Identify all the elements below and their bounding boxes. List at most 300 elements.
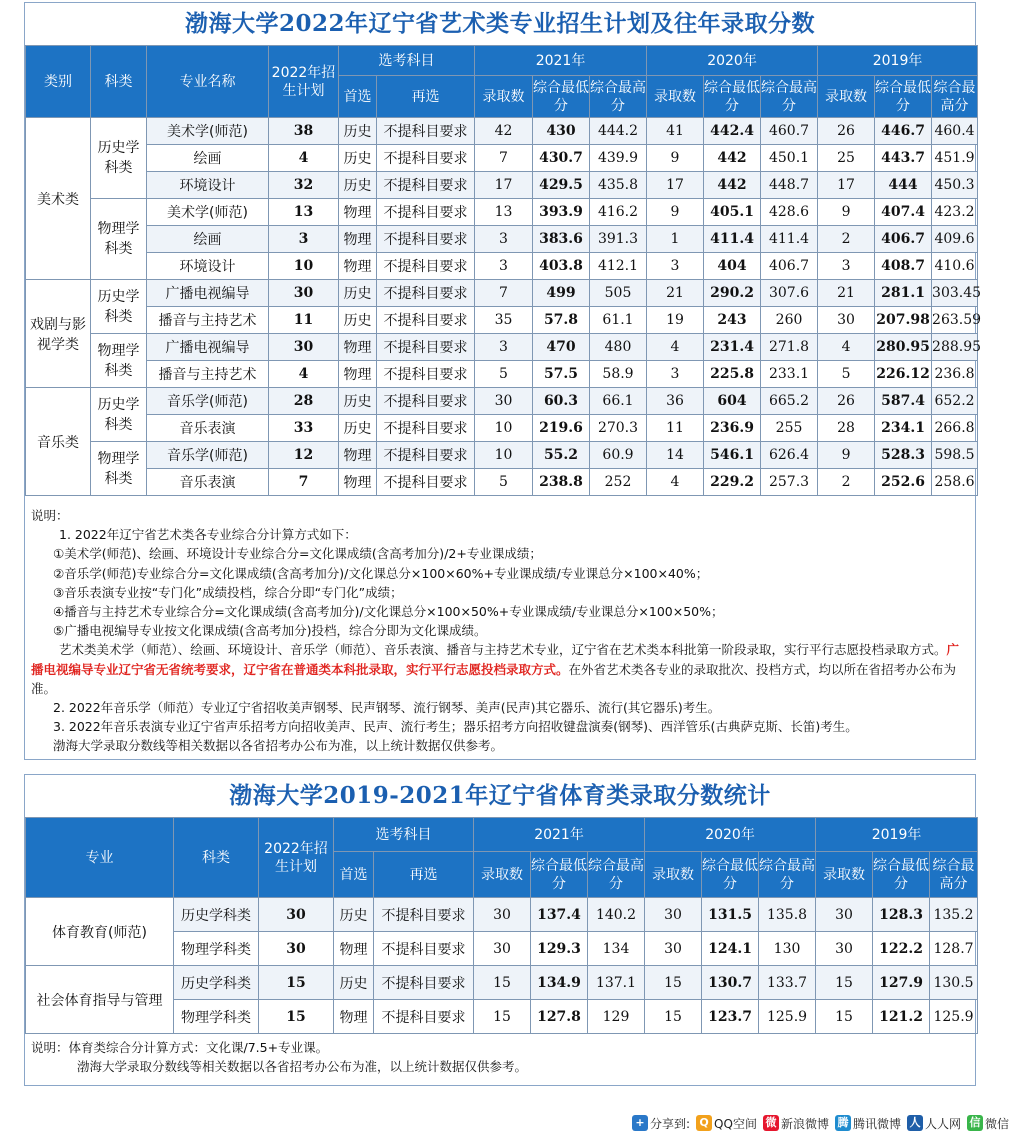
plan-cell: 4 bbox=[269, 361, 339, 388]
score-cell: 446.7 bbox=[875, 118, 932, 145]
table-row bbox=[26, 118, 978, 145]
second-subject-cell: 不提科目要求 bbox=[377, 361, 475, 388]
score-cell: 409.6 bbox=[932, 226, 978, 253]
score-cell: 15 bbox=[645, 966, 702, 1000]
score-cell: 9 bbox=[818, 442, 875, 469]
score-cell: 407.4 bbox=[875, 199, 932, 226]
second-subject-cell: 不提科目要求 bbox=[377, 226, 475, 253]
table-row bbox=[26, 280, 978, 307]
pe-notes bbox=[25, 1034, 975, 1076]
table-row bbox=[26, 415, 978, 442]
second-subject-cell: 不提科目要求 bbox=[377, 442, 475, 469]
note-4: 渤海大学录取分数线等相关数据以各省招考办公布为准，以上统计数据仅供参考。 bbox=[53, 738, 504, 754]
pe-header-admitted-2019: 录取数 bbox=[816, 852, 873, 898]
plan-cell: 7 bbox=[269, 469, 339, 496]
score-cell: 15 bbox=[645, 1000, 702, 1034]
major-cell: 环境设计 bbox=[147, 253, 269, 280]
header-category: 类别 bbox=[26, 46, 91, 118]
score-cell: 15 bbox=[474, 1000, 531, 1034]
track-cell: 历史学科类 bbox=[91, 280, 147, 334]
score-cell: 280.95 bbox=[875, 334, 932, 361]
score-cell: 412.1 bbox=[590, 253, 647, 280]
category-cell: 音乐类 bbox=[26, 388, 91, 496]
qzone-icon: Q bbox=[696, 1115, 712, 1131]
header-track: 科类 bbox=[91, 46, 147, 118]
pe-major-cell: 社会体育指导与管理 bbox=[26, 966, 174, 1034]
second-subject-cell: 不提科目要求 bbox=[377, 280, 475, 307]
score-cell: 9 bbox=[647, 145, 704, 172]
share-item-label: QQ空间 bbox=[714, 1116, 757, 1131]
score-cell: 411.4 bbox=[761, 226, 818, 253]
score-cell: 236.9 bbox=[704, 415, 761, 442]
score-cell: 546.1 bbox=[704, 442, 761, 469]
score-cell: 10 bbox=[475, 415, 533, 442]
art-notes bbox=[25, 496, 975, 756]
first-subject-cell: 物理 bbox=[339, 199, 377, 226]
score-cell: 255 bbox=[761, 415, 818, 442]
pe-first-subject-cell: 物理 bbox=[334, 1000, 374, 1034]
score-cell: 137.1 bbox=[588, 966, 645, 1000]
category-cell: 戏剧与影视学类 bbox=[26, 280, 91, 388]
second-subject-cell: 不提科目要求 bbox=[377, 145, 475, 172]
pe-plan-cell: 30 bbox=[259, 898, 334, 932]
plan-cell: 32 bbox=[269, 172, 339, 199]
weibo-icon: 微 bbox=[763, 1115, 779, 1131]
score-cell: 5 bbox=[475, 361, 533, 388]
plan-cell: 10 bbox=[269, 253, 339, 280]
first-subject-cell: 历史 bbox=[339, 415, 377, 442]
major-cell: 音乐表演 bbox=[147, 469, 269, 496]
score-cell: 7 bbox=[475, 145, 533, 172]
score-cell: 26 bbox=[818, 118, 875, 145]
note-2: 2. 2022年音乐学（师范）专业辽宁省招收美声钢琴、民声钢琴、流行钢琴、美声(民声)其它器乐、流行(其它器乐)考生。 bbox=[53, 700, 721, 716]
table-row bbox=[26, 361, 978, 388]
score-cell: 123.7 bbox=[702, 1000, 759, 1034]
score-cell: 252.6 bbox=[875, 469, 932, 496]
score-cell: 4 bbox=[818, 334, 875, 361]
header-min-2020: 综合最低分 bbox=[704, 76, 761, 118]
pe-track-cell: 历史学科类 bbox=[174, 966, 259, 1000]
second-subject-cell: 不提科目要求 bbox=[377, 118, 475, 145]
wechat-icon: 信 bbox=[967, 1115, 983, 1131]
score-cell: 21 bbox=[818, 280, 875, 307]
score-cell: 135.2 bbox=[930, 898, 978, 932]
note-paragraph bbox=[31, 640, 969, 698]
score-cell: 403.8 bbox=[533, 253, 590, 280]
score-cell: 127.8 bbox=[531, 1000, 588, 1034]
score-cell: 626.4 bbox=[761, 442, 818, 469]
score-cell: 134 bbox=[588, 932, 645, 966]
second-subject-cell: 不提科目要求 bbox=[377, 172, 475, 199]
pe-plan-cell: 30 bbox=[259, 932, 334, 966]
score-cell: 3 bbox=[475, 253, 533, 280]
track-cell: 物理学科类 bbox=[91, 334, 147, 388]
score-cell: 234.1 bbox=[875, 415, 932, 442]
score-cell: 17 bbox=[647, 172, 704, 199]
score-cell: 252 bbox=[590, 469, 647, 496]
first-subject-cell: 历史 bbox=[339, 172, 377, 199]
score-cell: 587.4 bbox=[875, 388, 932, 415]
score-cell: 404 bbox=[704, 253, 761, 280]
score-cell: 439.9 bbox=[590, 145, 647, 172]
share-label-item bbox=[632, 1115, 690, 1132]
pe-second-subject-cell: 不提科目要求 bbox=[374, 1000, 474, 1034]
plan-cell: 13 bbox=[269, 199, 339, 226]
plan-cell: 3 bbox=[269, 226, 339, 253]
score-cell: 448.7 bbox=[761, 172, 818, 199]
score-cell: 128.7 bbox=[930, 932, 978, 966]
first-subject-cell: 历史 bbox=[339, 280, 377, 307]
score-cell: 30 bbox=[818, 307, 875, 334]
score-cell: 442 bbox=[704, 172, 761, 199]
score-cell: 430 bbox=[533, 118, 590, 145]
second-subject-cell: 不提科目要求 bbox=[377, 469, 475, 496]
major-cell: 播音与主持艺术 bbox=[147, 361, 269, 388]
score-cell: 5 bbox=[475, 469, 533, 496]
renren-icon: 人 bbox=[907, 1115, 923, 1131]
pe-header-major: 专业 bbox=[26, 818, 174, 898]
pe-first-subject-cell: 历史 bbox=[334, 966, 374, 1000]
score-cell: 30 bbox=[474, 932, 531, 966]
score-cell: 127.9 bbox=[873, 966, 930, 1000]
score-cell: 57.8 bbox=[533, 307, 590, 334]
score-cell: 2 bbox=[818, 226, 875, 253]
score-cell: 393.9 bbox=[533, 199, 590, 226]
score-cell: 124.1 bbox=[702, 932, 759, 966]
score-cell: 383.6 bbox=[533, 226, 590, 253]
share-item-label: 新浪微博 bbox=[780, 1116, 829, 1131]
first-subject-cell: 物理 bbox=[339, 361, 377, 388]
score-cell: 236.8 bbox=[932, 361, 978, 388]
table-row bbox=[26, 199, 978, 226]
score-cell: 135.8 bbox=[759, 898, 816, 932]
score-cell: 598.5 bbox=[932, 442, 978, 469]
plan-cell: 33 bbox=[269, 415, 339, 442]
score-cell: 13 bbox=[475, 199, 533, 226]
score-cell: 258.6 bbox=[932, 469, 978, 496]
second-subject-cell: 不提科目要求 bbox=[377, 199, 475, 226]
header-2021: 2021年 bbox=[475, 46, 647, 76]
header-second: 再选 bbox=[377, 76, 475, 118]
pe-header-plan: 2022年招生计划 bbox=[259, 818, 334, 898]
pe-header-max-2019: 综合最高分 bbox=[930, 852, 978, 898]
pe-header-subjects: 选考科目 bbox=[334, 818, 474, 852]
score-cell: 225.8 bbox=[704, 361, 761, 388]
score-cell: 19 bbox=[647, 307, 704, 334]
track-cell: 历史学科类 bbox=[91, 388, 147, 442]
score-cell: 17 bbox=[818, 172, 875, 199]
major-cell: 广播电视编导 bbox=[147, 280, 269, 307]
score-cell: 290.2 bbox=[704, 280, 761, 307]
score-cell: 30 bbox=[816, 898, 873, 932]
score-cell: 122.2 bbox=[873, 932, 930, 966]
score-cell: 134.9 bbox=[531, 966, 588, 1000]
plan-cell: 30 bbox=[269, 334, 339, 361]
art-admission-panel bbox=[24, 2, 982, 760]
score-cell: 442.4 bbox=[704, 118, 761, 145]
score-cell: 66.1 bbox=[590, 388, 647, 415]
pe-header-2021: 2021年 bbox=[474, 818, 645, 852]
score-cell: 257.3 bbox=[761, 469, 818, 496]
pe-admission-panel bbox=[24, 774, 976, 1086]
score-cell: 231.4 bbox=[704, 334, 761, 361]
header-first: 首选 bbox=[339, 76, 377, 118]
score-cell: 410.6 bbox=[932, 253, 978, 280]
pe-note-2: 渤海大学录取分数线等相关数据以各省招考办公布为准，以上统计数据仅供参考。 bbox=[77, 1059, 528, 1075]
pe-header-second: 再选 bbox=[374, 852, 474, 898]
pe-major-cell: 体育教育(师范) bbox=[26, 898, 174, 966]
header-max-2021: 综合最高分 bbox=[590, 76, 647, 118]
score-cell: 130.5 bbox=[930, 966, 978, 1000]
score-cell: 125.9 bbox=[930, 1000, 978, 1034]
score-cell: 28 bbox=[818, 415, 875, 442]
score-cell: 4 bbox=[647, 469, 704, 496]
major-cell: 音乐学(师范) bbox=[147, 388, 269, 415]
major-cell: 音乐学(师范) bbox=[147, 442, 269, 469]
first-subject-cell: 物理 bbox=[339, 469, 377, 496]
score-cell: 266.8 bbox=[932, 415, 978, 442]
score-cell: 131.5 bbox=[702, 898, 759, 932]
score-cell: 15 bbox=[816, 1000, 873, 1034]
score-cell: 442 bbox=[704, 145, 761, 172]
first-subject-cell: 历史 bbox=[339, 145, 377, 172]
pe-note-1: 说明：体育类综合分计算方式：文化课/7.5+专业课。 bbox=[31, 1040, 329, 1055]
score-cell: 55.2 bbox=[533, 442, 590, 469]
pe-first-subject-cell: 历史 bbox=[334, 898, 374, 932]
score-cell: 271.8 bbox=[761, 334, 818, 361]
header-subjects: 选考科目 bbox=[339, 46, 475, 76]
formula-3: ③音乐表演专业按“专门化”成绩投档，综合分即“专门化”成绩； bbox=[53, 584, 403, 600]
score-cell: 36 bbox=[647, 388, 704, 415]
score-cell: 130.7 bbox=[702, 966, 759, 1000]
header-min-2019: 综合最低分 bbox=[875, 76, 932, 118]
table-row bbox=[26, 469, 978, 496]
formula-1: ①美术学(师范)、绘画、环境设计专业综合分=文化课成绩(含高考加分)/2+专业课成绩； bbox=[53, 546, 542, 562]
score-cell: 411.4 bbox=[704, 226, 761, 253]
pe-header-max-2020: 综合最高分 bbox=[759, 852, 816, 898]
score-cell: 9 bbox=[647, 199, 704, 226]
table-row bbox=[26, 253, 978, 280]
score-cell: 238.8 bbox=[533, 469, 590, 496]
table-row bbox=[26, 226, 978, 253]
score-cell: 505 bbox=[590, 280, 647, 307]
score-cell: 9 bbox=[818, 199, 875, 226]
header-2020: 2020年 bbox=[647, 46, 818, 76]
note-paragraph-a: 艺术类美术学（师范）、绘画、环境设计、音乐学（师范）、音乐表演、播音与主持艺术专业，辽宁省在艺术类本科批第一阶段录取，实行平行志愿投档录取方式。 bbox=[59, 642, 947, 658]
pe-header-2020: 2020年 bbox=[645, 818, 816, 852]
score-cell: 451.9 bbox=[932, 145, 978, 172]
pe-second-subject-cell: 不提科目要求 bbox=[374, 898, 474, 932]
score-cell: 14 bbox=[647, 442, 704, 469]
tencent-weibo-icon: 腾 bbox=[835, 1115, 851, 1131]
score-cell: 243 bbox=[704, 307, 761, 334]
score-cell: 129.3 bbox=[531, 932, 588, 966]
score-cell: 226.12 bbox=[875, 361, 932, 388]
score-cell: 7 bbox=[475, 280, 533, 307]
note-paragraph-red: 广播电视编导专业辽宁省无省统考要求，辽宁省在普通类本科批录取，实行平行志愿投档录取方式。 bbox=[31, 642, 960, 677]
score-cell: 1 bbox=[647, 226, 704, 253]
plan-cell: 28 bbox=[269, 388, 339, 415]
score-cell: 460.4 bbox=[932, 118, 978, 145]
score-cell: 129 bbox=[588, 1000, 645, 1034]
pe-first-subject-cell: 物理 bbox=[334, 932, 374, 966]
score-cell: 125.9 bbox=[759, 1000, 816, 1034]
note-1: 1. 2022年辽宁省艺术类各专业综合分计算方式如下： bbox=[59, 527, 357, 543]
score-cell: 10 bbox=[475, 442, 533, 469]
score-cell: 130 bbox=[759, 932, 816, 966]
header-max-2020: 综合最高分 bbox=[761, 76, 818, 118]
pe-table-title: 渤海大学2019-2021年辽宁省体育类录取分数统计 bbox=[229, 782, 771, 809]
score-cell: 406.7 bbox=[875, 226, 932, 253]
header-max-2019: 综合最高分 bbox=[932, 76, 978, 118]
table-row bbox=[26, 898, 978, 932]
score-cell: 288.95 bbox=[932, 334, 978, 361]
share-label: 分享到: bbox=[650, 1116, 691, 1131]
score-cell: 665.2 bbox=[761, 388, 818, 415]
pe-plan-cell: 15 bbox=[259, 1000, 334, 1034]
table-row bbox=[26, 307, 978, 334]
score-cell: 3 bbox=[475, 334, 533, 361]
pe-second-subject-cell: 不提科目要求 bbox=[374, 966, 474, 1000]
score-cell: 443.7 bbox=[875, 145, 932, 172]
score-cell: 480 bbox=[590, 334, 647, 361]
pe-header-min-2021: 综合最低分 bbox=[531, 852, 588, 898]
score-cell: 26 bbox=[818, 388, 875, 415]
major-cell: 环境设计 bbox=[147, 172, 269, 199]
score-cell: 416.2 bbox=[590, 199, 647, 226]
art-table-title: 渤海大学2022年辽宁省艺术类专业招生计划及往年录取分数 bbox=[184, 10, 815, 37]
second-subject-cell: 不提科目要求 bbox=[377, 334, 475, 361]
header-major: 专业名称 bbox=[147, 46, 269, 118]
pe-header-min-2020: 综合最低分 bbox=[702, 852, 759, 898]
score-cell: 450.1 bbox=[761, 145, 818, 172]
plan-cell: 11 bbox=[269, 307, 339, 334]
first-subject-cell: 物理 bbox=[339, 334, 377, 361]
score-cell: 60.9 bbox=[590, 442, 647, 469]
pe-admission-table bbox=[25, 817, 978, 1034]
formula-4: ④播音与主持艺术专业综合分=文化课成绩(含高考加分)/文化课总分×100×50%+专业课成绩/专业课总分×100×50%； bbox=[53, 604, 724, 620]
pe-track-cell: 历史学科类 bbox=[174, 898, 259, 932]
score-cell: 281.1 bbox=[875, 280, 932, 307]
pe-header-admitted-2021: 录取数 bbox=[474, 852, 531, 898]
table-row bbox=[26, 388, 978, 415]
score-cell: 450.3 bbox=[932, 172, 978, 199]
second-subject-cell: 不提科目要求 bbox=[377, 307, 475, 334]
score-cell: 429.5 bbox=[533, 172, 590, 199]
table-row bbox=[26, 145, 978, 172]
plan-cell: 12 bbox=[269, 442, 339, 469]
score-cell: 652.2 bbox=[932, 388, 978, 415]
header-admitted-2020: 录取数 bbox=[647, 76, 704, 118]
score-cell: 35 bbox=[475, 307, 533, 334]
major-cell: 绘画 bbox=[147, 226, 269, 253]
score-cell: 133.7 bbox=[759, 966, 816, 1000]
score-cell: 405.1 bbox=[704, 199, 761, 226]
score-cell: 444.2 bbox=[590, 118, 647, 145]
pe-header-max-2021: 综合最高分 bbox=[588, 852, 645, 898]
art-admission-table bbox=[25, 45, 982, 496]
share-qzone[interactable] bbox=[696, 1115, 757, 1132]
score-cell: 435.8 bbox=[590, 172, 647, 199]
score-cell: 207.98 bbox=[875, 307, 932, 334]
score-cell: 423.2 bbox=[932, 199, 978, 226]
pe-header-admitted-2020: 录取数 bbox=[645, 852, 702, 898]
score-cell: 121.2 bbox=[873, 1000, 930, 1034]
score-cell: 30 bbox=[645, 932, 702, 966]
score-cell: 41 bbox=[647, 118, 704, 145]
score-cell: 428.6 bbox=[761, 199, 818, 226]
score-cell: 137.4 bbox=[531, 898, 588, 932]
score-cell: 260 bbox=[761, 307, 818, 334]
first-subject-cell: 物理 bbox=[339, 226, 377, 253]
table-row bbox=[26, 334, 978, 361]
share-plus-icon: + bbox=[632, 1115, 648, 1131]
score-cell: 408.7 bbox=[875, 253, 932, 280]
score-cell: 17 bbox=[475, 172, 533, 199]
first-subject-cell: 历史 bbox=[339, 307, 377, 334]
plan-cell: 38 bbox=[269, 118, 339, 145]
pe-header-first: 首选 bbox=[334, 852, 374, 898]
score-cell: 3 bbox=[475, 226, 533, 253]
score-cell: 15 bbox=[474, 966, 531, 1000]
major-cell: 广播电视编导 bbox=[147, 334, 269, 361]
share-items bbox=[696, 1115, 1009, 1132]
share-wechat[interactable] bbox=[967, 1115, 1009, 1132]
second-subject-cell: 不提科目要求 bbox=[377, 415, 475, 442]
first-subject-cell: 物理 bbox=[339, 442, 377, 469]
formula-5: ⑤广播电视编导专业按文化课成绩(含高考加分)投档，综合分即为文化课成绩。 bbox=[53, 623, 487, 639]
score-cell: 61.1 bbox=[590, 307, 647, 334]
score-cell: 263.59 bbox=[932, 307, 978, 334]
score-cell: 3 bbox=[647, 253, 704, 280]
score-cell: 307.6 bbox=[761, 280, 818, 307]
score-cell: 57.5 bbox=[533, 361, 590, 388]
score-cell: 604 bbox=[704, 388, 761, 415]
pe-plan-cell: 15 bbox=[259, 966, 334, 1000]
score-cell: 444 bbox=[875, 172, 932, 199]
score-cell: 219.6 bbox=[533, 415, 590, 442]
score-cell: 15 bbox=[816, 966, 873, 1000]
score-cell: 11 bbox=[647, 415, 704, 442]
first-subject-cell: 物理 bbox=[339, 253, 377, 280]
pe-header-min-2019: 综合最低分 bbox=[873, 852, 930, 898]
score-cell: 2 bbox=[818, 469, 875, 496]
note-paragraph-b: 在外省艺术类各专业的录取批次、投档方式，均以所在省招考办公布为准。 bbox=[31, 661, 957, 696]
header-plan: 2022年招生计划 bbox=[269, 46, 339, 118]
score-cell: 30 bbox=[645, 898, 702, 932]
header-admitted-2019: 录取数 bbox=[818, 76, 875, 118]
share-weibo[interactable] bbox=[763, 1115, 829, 1132]
table-row bbox=[26, 966, 978, 1000]
second-subject-cell: 不提科目要求 bbox=[377, 253, 475, 280]
header-admitted-2021: 录取数 bbox=[475, 76, 533, 118]
share-item-label: 人人网 bbox=[924, 1116, 961, 1131]
share-renren[interactable] bbox=[907, 1115, 961, 1132]
score-cell: 229.2 bbox=[704, 469, 761, 496]
score-cell: 3 bbox=[647, 361, 704, 388]
score-cell: 391.3 bbox=[590, 226, 647, 253]
notes-heading: 说明： bbox=[31, 508, 69, 523]
score-cell: 528.3 bbox=[875, 442, 932, 469]
formula-2: ②音乐学(师范)专业综合分=文化课成绩(含高考加分)/文化课总分×100×60%+专业课成绩/专业课总分×100×40%； bbox=[53, 565, 709, 581]
share-bar bbox=[632, 1112, 1009, 1134]
score-cell: 4 bbox=[647, 334, 704, 361]
pe-header-2019: 2019年 bbox=[816, 818, 978, 852]
share-item-label: 腾讯微博 bbox=[852, 1116, 901, 1131]
track-cell: 物理学科类 bbox=[91, 199, 147, 280]
share-tencent-weibo[interactable] bbox=[835, 1115, 901, 1132]
pe-track-cell: 物理学科类 bbox=[174, 932, 259, 966]
